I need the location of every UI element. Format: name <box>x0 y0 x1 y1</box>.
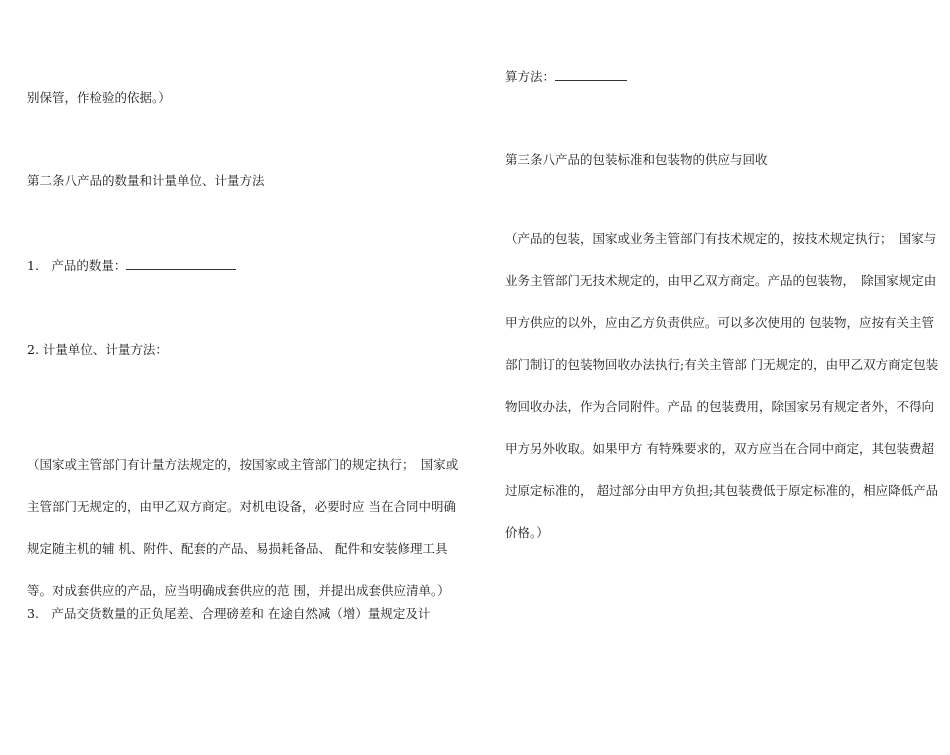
paragraph-line: 甲方另外收取。如果甲方 有特殊要求的，双方应当在合同中商定，其包装费超 <box>505 441 934 456</box>
paragraph-line: 业务主管部门无技术规定的，由甲乙双方商定。产品的包装物， 除国家规定由 <box>505 273 937 288</box>
item-3-continuation-row <box>505 69 627 85</box>
paragraph-line: 过原定标准的， 超过部分由甲方负担;其包装费低于原定标准的，相应降低产品 <box>505 483 939 498</box>
item-2-label: 2. 计量单位、计量方法： <box>27 342 168 357</box>
item-1-label: 1. 产品的数量： <box>27 258 127 273</box>
item-3-label: 3. 产品交货数量的正负尾差、合理磅差和 在途自然减（增）量规定及计 <box>27 606 431 621</box>
paragraph-line: 部门制订的包装物回收办法执行;有关主管部 门无规定的，由甲乙双方商定包装 <box>505 357 939 372</box>
text-line-continuation: 别保管，作检验的依据。） <box>27 90 171 105</box>
paragraph-line: 等。对成套供应的产品，应当明确成套供应的范 围，并提出成套供应清单。） <box>27 583 450 598</box>
product-quantity-blank[interactable] <box>126 258 236 270</box>
paragraph-line: 甲方供应的以外，应由乙方负责供应。可以多次使用的 包装物，应按有关主管 <box>505 315 934 330</box>
paragraph-line: 规定随主机的辅 机、附件、配套的产品、易损耗备品、 配件和安装修理工具 <box>27 541 448 556</box>
section-heading-article-2: 第二条八产品的数量和计量单位、计量方法 <box>27 173 265 188</box>
item-3-continuation-label: 算方法： <box>505 69 556 84</box>
paragraph-line: 物回收办法，作为合同附件。产品 的包装费用，除国家另有规定者外，不得向 <box>505 399 934 414</box>
paragraph-line: 主管部门无规定的，由甲乙双方商定。对机电设备，必要时应 当在合同中明确 <box>27 499 456 514</box>
paragraph-line: 价格。） <box>505 525 549 540</box>
paragraph-line: （产品的包装，国家或业务主管部门有技术规定的，按技术规定执行； 国家与 <box>505 231 937 246</box>
paragraph-line: （国家或主管部门有计量方法规定的，按国家或主管部门的规定执行； 国家或 <box>27 457 459 472</box>
item-1-row <box>27 258 236 274</box>
calculation-method-blank[interactable] <box>555 69 627 81</box>
section-heading-article-3: 第三条八产品的包装标准和包装物的供应与回收 <box>505 152 768 167</box>
